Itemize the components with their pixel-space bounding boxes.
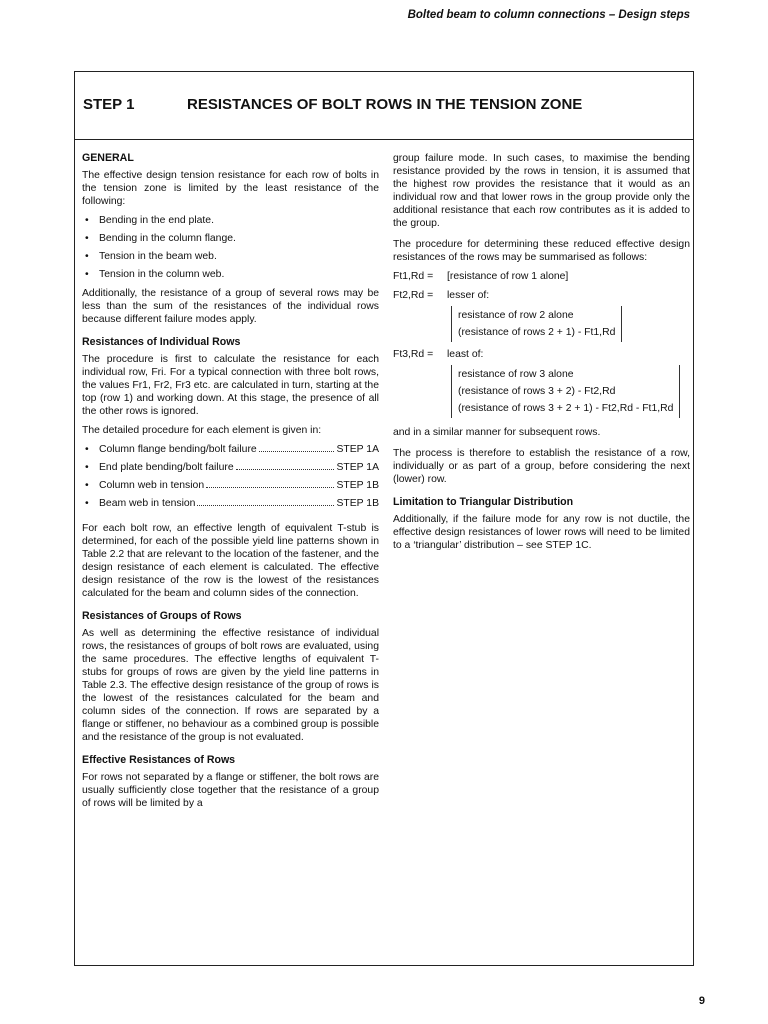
procedure-item: • Column web in tension STEP 1B (99, 479, 379, 492)
effective-heading: Effective Resistances of Rows (82, 754, 236, 766)
general-paragraph-2: Additionally, the resistance of a group of several rows may be less than the sum of the resistances of the individual rows because different failure modes apply. (82, 288, 379, 325)
formula-line: resistance of row 3 alone (458, 369, 574, 380)
list-item: • Bending in the end plate. (99, 214, 379, 227)
formula-line: (resistance of rows 2 + 1) - Ft1,Rd (458, 327, 616, 338)
formula-bracket (451, 306, 622, 342)
individual-paragraph-3: For each bolt row, an effective length of equivalent T-stub is determined, for each of the possible yield line patterns shown in Table 2.2 that are relevant to the location of the fastener, and the design resistance of each element is calculated. The effective design resistance of the row is the lowest of the resistances calculated for the beam and column sides of the connection. (82, 523, 379, 599)
continued-paragraph-2: The procedure for determining these reduced effective design resistances of the rows may be summarised as follows: (393, 239, 690, 263)
list-item: • Bending in the column flange. (99, 232, 379, 245)
formula-intro: least of: (447, 349, 484, 360)
general-heading: GENERAL (82, 152, 134, 164)
list-item: • Tension in the beam web. (99, 250, 379, 263)
subsequent-rows-text: and in a similar manner for subsequent rows. (393, 427, 601, 438)
formula-row-1 (393, 270, 690, 283)
page-number: 9 (698, 995, 705, 1007)
procedure-item: • Beam web in tension STEP 1B (99, 497, 379, 510)
right-column (393, 152, 690, 558)
effective-paragraph: For rows not separated by a flange or stiffener, the bolt rows are usually sufficiently close together that the resistance of a group of rows will be limited by a (82, 772, 379, 809)
groups-paragraph: As well as determining the effective resistance of individual rows, the resistances of groups of bolt rows are evaluated, using the same procedures. The effective lengths of equivalent T-stubs for groups of rows are given by the yield line patterns in Table 2.3. The effective design resistance of the group of rows is the lowest of the resistances calculated for the beam and column sides of the connection. If rows are separated by a flange or stiffener, no behaviour as a combined group is possible and the resistance of the group is not evaluated. (82, 628, 379, 743)
step-title: RESISTANCES OF BOLT ROWS IN THE TENSION ZONE (187, 96, 583, 113)
procedure-item: • Column flange bending/bolt failure STEP 1A (99, 443, 379, 456)
step-title-bar (75, 72, 693, 140)
general-bullet-list (82, 214, 379, 281)
individual-paragraph-1: The procedure is first to calculate the resistance for each individual row, Fri. For a typical connection with three bolt rows, the values Fr1, Fr2, Fr3 etc. are calculated in turn, starting at the top (row 1) and working down. At this stage, the presence of all the other rows is ignored. (82, 354, 379, 417)
formula-lhs: Ft3,Rd = (393, 349, 434, 360)
groups-heading: Resistances of Groups of Rows (82, 610, 242, 622)
procedure-list (82, 443, 379, 510)
continued-paragraph-1: group failure mode. In such cases, to maximise the bending resistance provided by the rows in tension, it is assumed that the highest row provides the resistance that it would as an individual row and that lower rows in the group provide only the additional resistance that each row contributes as it is added to the group. (393, 153, 690, 229)
procedure-item: • End plate bending/bolt failure STEP 1A (99, 461, 379, 474)
running-header: Bolted beam to column connections – Design steps (407, 9, 690, 21)
formula-row-3 (393, 348, 690, 418)
individual-rows-heading: Resistances of Individual Rows (82, 336, 241, 348)
left-column (82, 152, 379, 816)
process-paragraph: The process is therefore to establish the resistance of a row, individually or as part of a group, before considering the next (lower) row. (393, 448, 690, 485)
general-paragraph-1: The effective design tension resistance for each row of bolts in the tension zone is limited by the least resistance of the following: (82, 170, 379, 207)
formula-intro: lesser of: (447, 290, 490, 301)
formula-line: (resistance of rows 3 + 2 + 1) - Ft2,Rd - Ft1,Rd (458, 403, 674, 414)
formula-line: resistance of row 2 alone (458, 310, 574, 321)
content-frame (74, 71, 694, 966)
list-item: • Tension in the column web. (99, 268, 379, 281)
formula-line: (resistance of rows 3 + 2) - Ft2,Rd (458, 386, 616, 397)
formula-rhs: [resistance of row 1 alone] (447, 271, 569, 282)
step-label: STEP 1 (83, 96, 135, 113)
limitation-paragraph: Additionally, if the failure mode for any row is not ductile, the effective design resistances of lower rows will need to be limited to a ‘triangular’ distribution – see STEP 1C. (393, 514, 690, 551)
limitation-heading: Limitation to Triangular Distribution (393, 496, 574, 508)
formula-bracket (451, 365, 680, 418)
formula-lhs: Ft2,Rd = (393, 290, 434, 301)
formula-lhs: Ft1,Rd = (393, 271, 434, 282)
formula-row-2 (393, 289, 690, 342)
individual-paragraph-2: The detailed procedure for each element is given in: (82, 425, 322, 436)
